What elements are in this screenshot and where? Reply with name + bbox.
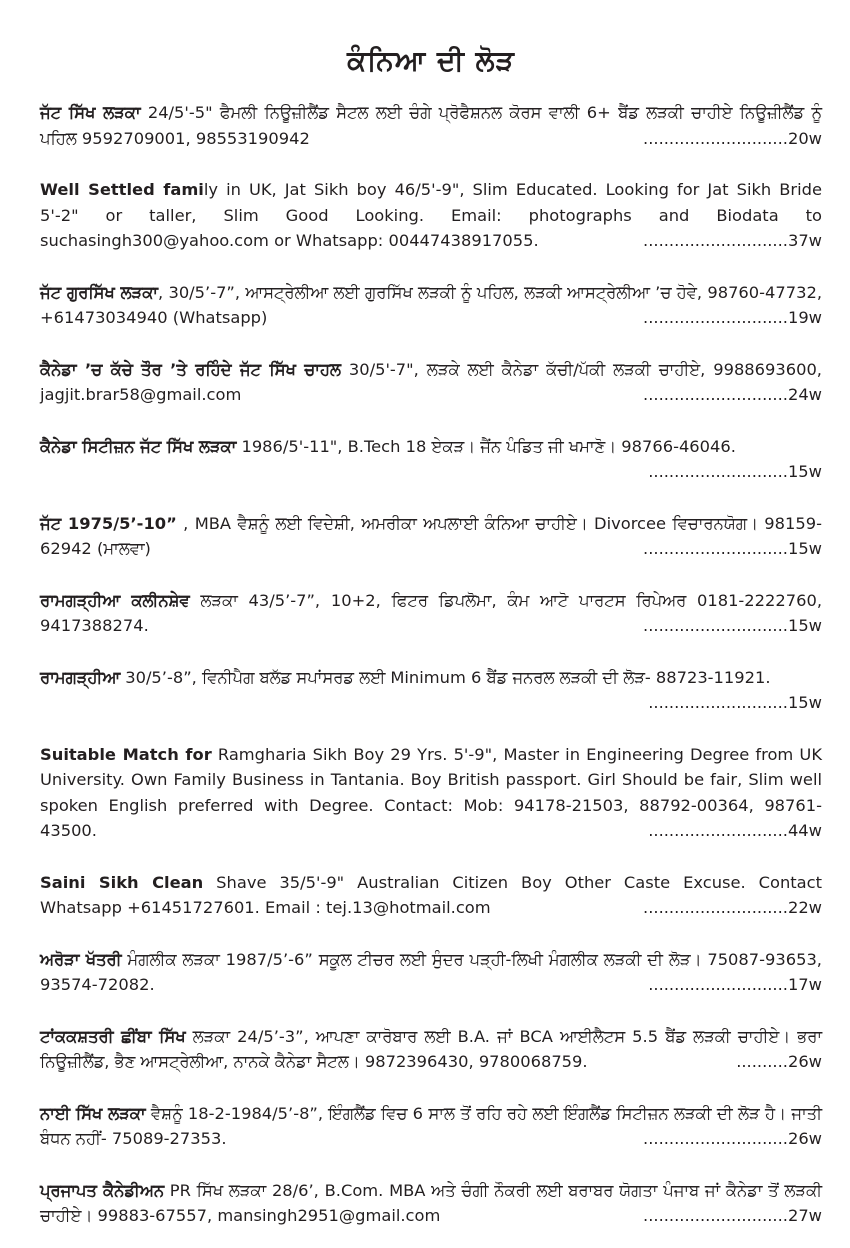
list-item bbox=[40, 947, 822, 998]
ad-body: ly in UK, Jat Sikh boy 46/5'-9", Slim Educated. Looking for Jat Sikh Bride 5'-2" or taller, Slim Good Looking. Email: photographs and Biodata to suchasingh300@yahoo.com or Whatsapp: 00447438917055. bbox=[40, 180, 822, 250]
list-item bbox=[40, 357, 822, 408]
ad-code: ............................27w bbox=[643, 1206, 822, 1225]
ads-list bbox=[40, 100, 822, 1229]
list-item bbox=[40, 100, 822, 151]
list-item bbox=[40, 280, 822, 331]
ad-body: , 30/5’-7”, ਆਸਟ੍ਰੇਲੀਆ ਲਈ ਗੁਰਸਿੱਖ ਲੜਕੀ ਨੂੰ ਪਹਿਲ, ਲੜਕੀ ਆਸਟ੍ਰੇਲੀਆ ’ਚ ਹੋਵੇ, 98760-47732, +61473034940 (Whatsapp) bbox=[40, 282, 822, 327]
ad-body: 30/5’-8”, ਵਿਨੀਪੈਗ ਬਲੱਡ ਸਪਾਂਸਰਡ ਲਈ Minimum 6 ਬੈਂਡ ਜਨਰਲ ਲੜਕੀ ਦੀ ਲੋੜ- 88723-11921. bbox=[120, 667, 771, 687]
ad-body: PR ਸਿੱਖ ਲੜਕਾ 28/6’, B.Com. MBA ਅਤੇ ਚੰਗੀ ਨੌਕਰੀ ਲਈ ਬਰਾਬਰ ਯੋਗਤਾ ਪੰਜਾਬ ਜਾਂ ਕੈਨੇਡਾ ਤੋਂ ਲੜਕੀ ਚਾਹੀਏ। 99883-67557, mansingh2951@gmail.com bbox=[40, 1180, 822, 1225]
list-item bbox=[40, 665, 822, 716]
ad-code: ............................26w bbox=[643, 1129, 822, 1148]
ad-lead: ਜੱਟ ਸਿੱਖ ਲੜਕਾ bbox=[40, 103, 141, 122]
ad-lead: ਅਰੋੜਾ ਖੱਤਰੀ bbox=[40, 949, 122, 969]
ad-code: ............................37w bbox=[643, 231, 822, 250]
ad-lead: ਰਾਮਗੜ੍ਹੀਆ bbox=[40, 667, 121, 687]
ad-code: ...........................44w bbox=[648, 821, 822, 840]
ad-body: 30/5'-7", ਲੜਕੇ ਲਈ ਕੈਨੇਡਾ ਕੱਚੀ/ਪੱਕੀ ਲੜਕੀ ਚਾਹੀਏ, 9988693600, jagjit.brar58@gmail.com bbox=[40, 359, 822, 404]
ad-body: ਲੜਕਾ 24/5’-3”, ਆਪਣਾ ਕਾਰੋਬਾਰ ਲਈ B.A. ਜਾਂ BCA ਆਈਲੈਟਸ 5.5 ਬੈਂਡ ਲੜਕੀ ਚਾਹੀਏ। ਭਰਾ ਨਿਊਜ਼ੀਲੈਂਡ, ਭੈਣ ਆਸਟ੍ਰੇਲੀਆ, ਨਾਨਕੇ ਕੈਨੇਡਾ ਸੈਟਲ। 9872396430, 9780068759. bbox=[40, 1026, 822, 1071]
ad-code: ............................19w bbox=[643, 308, 822, 327]
ad-body: ਲੜਕਾ 43/5’-7”, 10+2, ਫਿਟਰ ਡਿਪਲੋਮਾ, ਕੰਮ ਆਟੋ ਪਾਰਟਸ ਰਿਪੇਅਰ 0181-2222760, 9417388274. bbox=[40, 590, 822, 635]
ad-body: Ramgharia Sikh Boy 29 Yrs. 5'-9", Master in Engineering Degree from UK University. Own Family Business in Tantania. Boy British passport. Girl Should be fair, Slim well spoken English preferred with Degree. Contact: Mob: 94178-21503, 88792-00364, 98761-43500. bbox=[40, 744, 823, 840]
ad-lead: Saini Sikh Clean bbox=[40, 872, 204, 892]
ad-lead: ਕੈਨੇਡਾ ’ਚ ਕੱਚੇ ਤੌਰ ’ਤੇ ਰਹਿੰਦੇ ਜੱਟ ਸਿੱਖ ਚਾਹਲ bbox=[40, 359, 341, 379]
ad-code: ............................15w bbox=[643, 539, 822, 558]
ad-code: ............................24w bbox=[643, 385, 822, 404]
ad-body: Shave 35/5'-9" Australian Citizen Boy Other Caste Excuse. Contact Whatsapp +61451727601. Email : tej.13@hotmail.com bbox=[40, 872, 822, 917]
ad-code: ............................15w bbox=[643, 616, 822, 635]
list-item bbox=[40, 588, 822, 639]
ad-lead: ਪ੍ਰਜਾਪਤ ਕੈਨੇਡੀਅਨ bbox=[40, 1180, 164, 1200]
list-item bbox=[40, 1101, 822, 1152]
ad-lead: Suitable Match for bbox=[40, 744, 212, 764]
ad-body: ਵੈਸ਼ਨੂੰ 18-2-1984/5’-8”, ਇੰਗਲੈਂਡ ਵਿਚ 6 ਸਾਲ ਤੋਂ ਰਹਿ ਰਹੇ ਲਈ ਇੰਗਲੈਂਡ ਸਿਟੀਜ਼ਨ ਲੜਕੀ ਦੀ ਲੋੜ ਹੈ। ਜਾਤੀ ਬੰਧਨ ਨਹੀਂ- 75089-27353. bbox=[40, 1103, 822, 1148]
ad-lead: ਜੱਟ ਗੁਰਸਿੱਖ ਲੜਕਾ bbox=[40, 282, 158, 302]
ad-code: ..........26w bbox=[736, 1052, 822, 1071]
ad-code: ............................20w bbox=[643, 128, 822, 148]
ad-code: ............................22w bbox=[643, 898, 822, 917]
ad-body: ਮੰਗਲੀਕ ਲੜਕਾ 1987/5’-6” ਸਕੂਲ ਟੀਚਰ ਲਈ ਸੁੰਦਰ ਪੜ੍ਹੀ-ਲਿਖੀ ਮੰਗਲੀਕ ਲੜਕੀ ਦੀ ਲੋੜ। 75087-93653, 93574-72082. bbox=[40, 949, 822, 994]
ad-body: 24/5'-5" ਫੈਮਲੀ ਨਿਊਜ਼ੀਲੈਂਡ ਸੈਟਲ ਲਈ ਚੰਗੇ ਪ੍ਰੋਫੈਸ਼ਨਲ ਕੋਰਸ ਵਾਲੀ 6+ ਬੈਂਡ ਲੜਕੀ ਚਾਹੀਏ ਨਿਊਜ਼ੀਲੈਂਡ ਨੂੰ ਪਹਿਲ 9592709001, 98553190942 bbox=[40, 103, 823, 148]
ad-lead: ਜੱਟ 1975/5’-10” bbox=[40, 513, 177, 533]
ad-lead: ਕੈਨੇਡਾ ਸਿਟੀਜ਼ਨ ਜੱਟ ਸਿੱਖ ਲੜਕਾ bbox=[40, 436, 237, 456]
ad-lead: ਰਾਮਗੜ੍ਹੀਆ ਕਲੀਨਸ਼ੇਵ bbox=[40, 590, 190, 610]
ad-code: ...........................15w bbox=[648, 462, 822, 481]
list-item bbox=[40, 177, 822, 254]
list-item bbox=[40, 511, 822, 562]
ad-code: ...........................17w bbox=[648, 975, 822, 994]
ad-lead: ਟਾਂਕਕਸ਼ਤਰੀ ਛੀਂਬਾ ਸਿੱਖ bbox=[40, 1026, 186, 1046]
list-item bbox=[40, 434, 822, 485]
list-item bbox=[40, 870, 822, 921]
list-item bbox=[40, 742, 822, 844]
list-item bbox=[40, 1024, 822, 1075]
ad-lead: ਨਾਈ ਸਿੱਖ ਲੜਕਾ bbox=[40, 1103, 146, 1123]
page-title: ਕੰਨਿਆ ਦੀ ਲੋੜ bbox=[347, 44, 515, 77]
list-item bbox=[40, 1178, 822, 1229]
ad-lead: Well Settled fami bbox=[40, 180, 204, 199]
ad-body: , MBA ਵੈਸ਼ਨੂੰ ਲਈ ਵਿਦੇਸ਼ੀ, ਅਮਰੀਕਾ ਅਪਲਾਈ ਕੰਨਿਆ ਚਾਹੀਏ। Divorcee ਵਿਚਾਰਨਯੋਗ। 98159-62942 (ਮਾਲਵਾ) bbox=[40, 513, 822, 558]
ad-code: ...........................15w bbox=[648, 693, 822, 712]
ad-body: 1986/5'-11", B.Tech 18 ਏਕੜ। ਜੈਂਨ ਪੰਡਿਤ ਜੀ ਖਮਾਣੋ। 98766-46046. bbox=[236, 436, 736, 456]
